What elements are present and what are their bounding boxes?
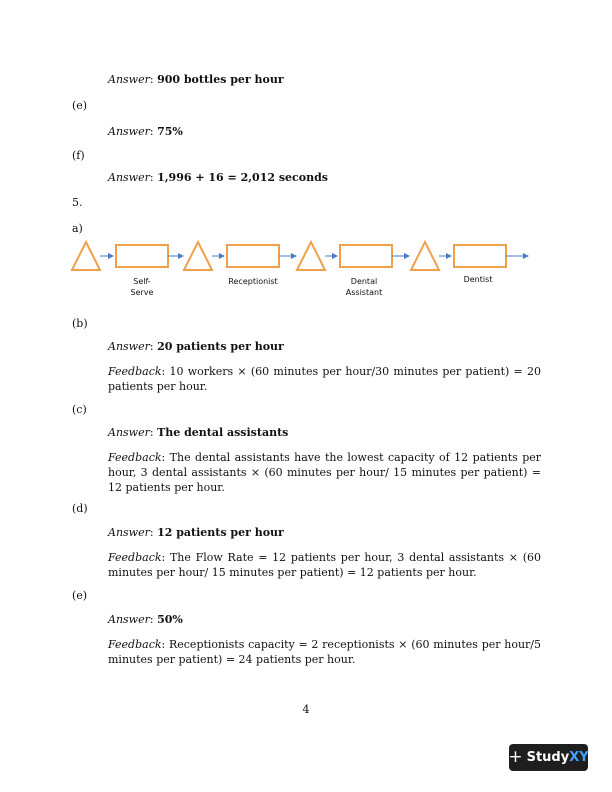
label-a: a) — [72, 222, 83, 235]
answer-e: Answer: 50% — [108, 613, 183, 626]
stage-box-dental-assistant — [340, 245, 392, 267]
answer-d: Answer: 12 patients per hour — [108, 526, 284, 539]
stage-box-dentist — [454, 245, 506, 267]
label-e-prev: (e) — [72, 99, 88, 112]
answer-d-prev: Answer: 900 bottles per hour — [108, 73, 284, 86]
buffer-triangle-4 — [411, 242, 439, 270]
buffer-triangle-2 — [184, 242, 212, 270]
feedback-c: Feedback: The dental assistants have the lowest capacity of 12 patients per hour, 3 dental assistants × (60 minutes per hour/ 15 minutes per patient) = 12 patients per hour. — [108, 451, 542, 494]
buffer-triangle-1 — [72, 242, 100, 270]
answer-c: Answer: The dental assistants — [108, 426, 289, 439]
feedback-d: Feedback: The Flow Rate = 12 patients per hour, 3 dental assistants × (60 minutes per hour/ 15 minutes per patient) = 12 patients per hour. — [108, 551, 542, 579]
label-b: (b) — [72, 317, 88, 330]
stage-box-self-serve — [116, 245, 168, 267]
stage-label-receptionist: Receptionist — [228, 277, 278, 286]
stage-label-dental-assistant: Dental Assistant — [345, 277, 383, 297]
label-f-prev: (f) — [72, 149, 85, 162]
stage-label-self-serve: Self- Serve — [130, 277, 154, 297]
plus-icon: + — [508, 747, 523, 767]
answer-f-prev: Answer: 1,996 + 16 = 2,012 seconds — [108, 171, 328, 184]
label-e: (e) — [72, 589, 88, 602]
studyxy-badge[interactable] — [509, 744, 588, 771]
answer-b: Answer: 20 patients per hour — [108, 340, 284, 353]
page-number: 4 — [302, 703, 310, 716]
buffer-triangle-3 — [297, 242, 325, 270]
brand-name: StudyXY — [526, 750, 589, 765]
label-d: (d) — [72, 502, 88, 515]
feedback-e: Feedback: Receptionists capacity = 2 receptionists × (60 minutes per hour/5 minutes per patient) = 24 patients per hour. — [108, 638, 542, 666]
process-flow-diagram — [68, 238, 538, 274]
answer-e-prev: Answer: 75% — [108, 125, 183, 138]
stage-box-receptionist — [227, 245, 279, 267]
feedback-b: Feedback: 10 workers × (60 minutes per hour/30 minutes per patient) = 20 patients per hour. — [108, 365, 542, 393]
stage-label-dentist: Dentist — [463, 275, 493, 284]
label-c: (c) — [72, 403, 87, 416]
question-number: 5. — [72, 196, 83, 209]
